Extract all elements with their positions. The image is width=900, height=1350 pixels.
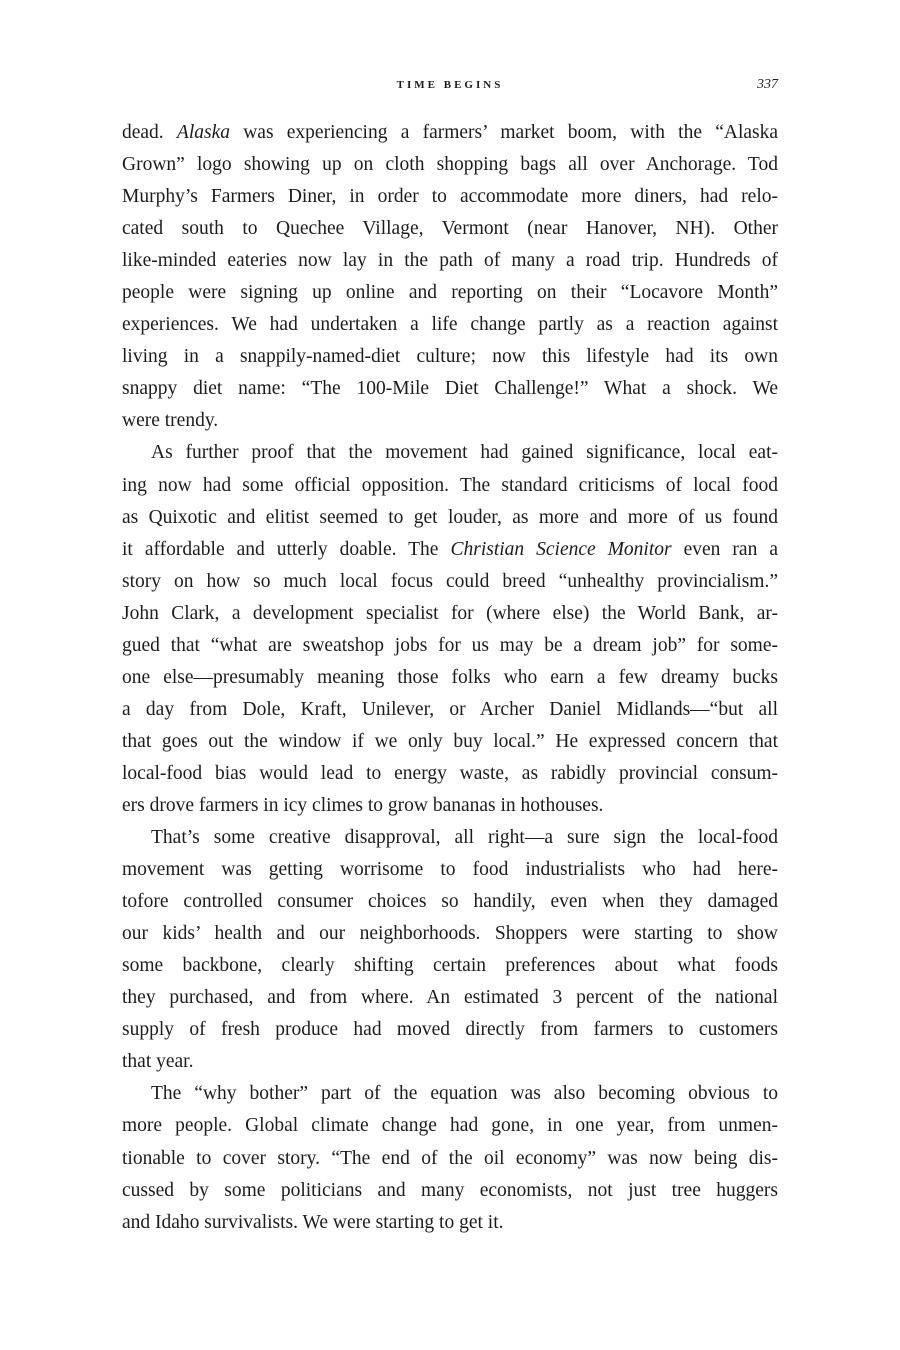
text-run: snappy diet name: “The 100-Mile Diet Challenge!” What a shock. We bbox=[122, 378, 778, 400]
text-run: tionable to cover story. “The end of the oil economy” was now being dis- bbox=[122, 1147, 778, 1169]
text-line bbox=[122, 886, 778, 918]
text-line bbox=[122, 758, 778, 790]
text-line bbox=[122, 822, 778, 854]
text-run: cussed by some politicians and many economists, not just tree huggers bbox=[122, 1179, 778, 1201]
paragraph bbox=[122, 117, 778, 437]
text-run: like-minded eateries now lay in the path of many a road trip. Hundreds of bbox=[122, 250, 778, 272]
running-title: TIME BEGINS bbox=[396, 79, 504, 91]
text-run: Murphy’s Farmers Diner, in order to accommodate more diners, had relo- bbox=[122, 186, 778, 208]
text-line bbox=[122, 309, 778, 341]
text-run: cated south to Quechee Village, Vermont (near Hanover, NH). Other bbox=[122, 218, 778, 240]
text-line bbox=[122, 181, 778, 213]
italic-title: Christian Science Monitor bbox=[450, 538, 672, 560]
text-run: dead. bbox=[122, 122, 177, 143]
running-head bbox=[122, 77, 778, 97]
text-run: experiences. We had undertaken a life change partly as a reaction against bbox=[122, 314, 778, 336]
text-line bbox=[122, 790, 778, 822]
text-line bbox=[122, 1207, 778, 1239]
text-line bbox=[122, 341, 778, 373]
text-run: were trendy. bbox=[122, 410, 219, 432]
paragraph bbox=[122, 822, 778, 1078]
text-run: supply of fresh produce had moved directly from farmers to customers bbox=[122, 1019, 778, 1041]
text-line bbox=[122, 502, 778, 534]
text-line bbox=[122, 1110, 778, 1142]
text-line bbox=[122, 630, 778, 662]
text-run: as Quixotic and elitist seemed to get louder, as more and more of us found bbox=[122, 506, 778, 528]
text-run: ers drove farmers in icy climes to grow bananas in hothouses. bbox=[122, 794, 604, 816]
text-run: some backbone, clearly shifting certain preferences about what foods bbox=[122, 955, 778, 977]
text-line bbox=[122, 598, 778, 630]
text-line bbox=[122, 405, 778, 437]
text-line bbox=[122, 918, 778, 950]
text-run: local-food bias would lead to energy waste, as rabidly provincial consum- bbox=[122, 762, 778, 784]
text-line bbox=[122, 437, 778, 469]
text-line bbox=[122, 694, 778, 726]
text-line bbox=[122, 950, 778, 982]
text-line bbox=[122, 982, 778, 1014]
text-run: one else—presumably meaning those folks who earn a few dreamy bucks bbox=[122, 666, 778, 688]
text-line bbox=[122, 470, 778, 502]
text-line bbox=[122, 1143, 778, 1175]
text-run: and Idaho survivalists. We were starting to get it. bbox=[122, 1211, 504, 1233]
text-line bbox=[122, 1175, 778, 1207]
text-run: was experiencing a farmers’ market boom, with the “Alaska bbox=[230, 122, 779, 143]
text-line bbox=[122, 1078, 778, 1110]
text-run: John Clark, a development specialist for (where else) the World Bank, ar- bbox=[122, 602, 778, 624]
text-run: story on how so much local focus could breed “unhealthy provincialism.” bbox=[122, 570, 778, 592]
text-run: people were signing up online and reporting on their “Locavore Month” bbox=[122, 282, 778, 304]
text-run: they purchased, and from where. An estimated 3 percent of the national bbox=[122, 987, 778, 1009]
text-run: a day from Dole, Kraft, Unilever, or Archer Daniel Midlands—“but all bbox=[122, 698, 778, 720]
paragraph bbox=[122, 437, 778, 822]
text-run: movement was getting worrisome to food industrialists who had here- bbox=[122, 859, 778, 881]
text-run: that goes out the window if we only buy local.” He expressed concern that bbox=[122, 730, 778, 752]
text-run: living in a snappily-named-diet culture; now this lifestyle had its own bbox=[122, 346, 778, 368]
text-line bbox=[122, 1014, 778, 1046]
text-run: As further proof that the movement had gained significance, local eat- bbox=[151, 442, 778, 464]
text-run: it affordable and utterly doable. The bbox=[122, 538, 451, 560]
italic-title: Alaska bbox=[176, 122, 230, 143]
text-line bbox=[122, 373, 778, 405]
text-line bbox=[122, 534, 778, 566]
body-text bbox=[122, 117, 778, 1239]
text-line bbox=[122, 117, 778, 149]
text-line bbox=[122, 1046, 778, 1078]
text-run: even ran a bbox=[671, 538, 778, 560]
text-line bbox=[122, 854, 778, 886]
text-run: that year. bbox=[122, 1051, 194, 1073]
text-run: tofore controlled consumer choices so handily, even when they damaged bbox=[122, 891, 778, 913]
text-line bbox=[122, 566, 778, 598]
text-run: gued that “what are sweatshop jobs for us may be a dream job” for some- bbox=[122, 634, 778, 656]
text-run: more people. Global climate change had gone, in one year, from unmen- bbox=[122, 1115, 778, 1137]
page-number: 337 bbox=[757, 77, 778, 92]
text-run: Grown” logo showing up on cloth shopping bags all over Anchorage. Tod bbox=[122, 154, 778, 176]
text-line bbox=[122, 277, 778, 309]
paragraph bbox=[122, 1078, 778, 1238]
text-run: our kids’ health and our neighborhoods. Shoppers were starting to show bbox=[122, 923, 778, 945]
text-line bbox=[122, 213, 778, 245]
text-line bbox=[122, 245, 778, 277]
text-run: That’s some creative disapproval, all right—a sure sign the local-food bbox=[151, 827, 778, 849]
text-line bbox=[122, 662, 778, 694]
text-run: ing now had some official opposition. The standard criticisms of local food bbox=[122, 474, 778, 496]
text-run: The “why bother” part of the equation was also becoming obvious to bbox=[151, 1083, 778, 1105]
text-line bbox=[122, 149, 778, 181]
text-line bbox=[122, 726, 778, 758]
